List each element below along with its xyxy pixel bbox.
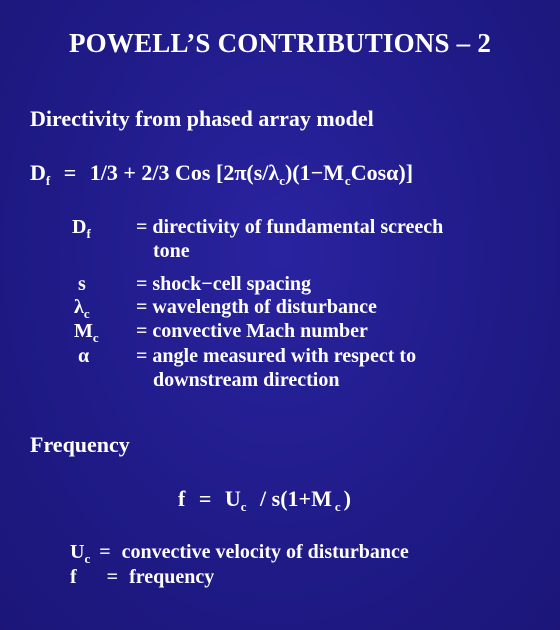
slide-title: POWELL’S CONTRIBUTIONS – 2	[68, 28, 492, 58]
directivity-heading: Directivity from phased array model	[30, 106, 374, 131]
freq-def-equals: =	[99, 541, 111, 563]
freq-def-uc	[70, 541, 409, 567]
freq-u: U	[224, 486, 241, 511]
def-symbol-sub: f	[86, 226, 91, 241]
freq-mid: / s(1+M	[260, 486, 332, 511]
def-symbol-alpha: α	[78, 345, 90, 367]
def-symbol-lambda	[74, 296, 90, 322]
eq-part1: 1/3 + 2/3 Cos [2π(s/λ	[89, 160, 280, 185]
freq-def-f	[70, 566, 214, 589]
def-desc-alpha-cont: downstream direction	[153, 369, 340, 391]
frequency-equation	[178, 486, 351, 515]
def-symbol-main: λ	[74, 296, 84, 318]
def-desc-lambda: = wavelength of disturbance	[136, 296, 377, 318]
frequency-heading: Frequency	[30, 432, 130, 457]
freq-def-subscript: c	[84, 551, 91, 566]
def-symbol-sub: c	[83, 306, 90, 321]
def-symbol-sub: c	[92, 330, 99, 345]
freq-end: )	[343, 486, 351, 511]
freq-def-desc: convective velocity of disturbance	[121, 541, 409, 563]
def-desc-df: = directivity of fundamental screech	[136, 216, 444, 238]
eq-lambda-subscript: c	[279, 173, 285, 188]
eq-part2: )(1−M	[284, 160, 344, 185]
freq-def-desc: frequency	[129, 566, 215, 588]
eq-m-subscript: c	[344, 173, 351, 188]
freq-def-symbol: f	[70, 566, 77, 588]
eq-part3: Cosα)]	[350, 160, 414, 185]
def-desc-s: = shock−cell spacing	[136, 273, 312, 295]
freq-def-equals: =	[106, 566, 119, 588]
eq-equals: =	[63, 160, 77, 185]
freq-def-symbol: U	[70, 541, 85, 563]
freq-u-subscript: c	[240, 499, 247, 514]
def-symbol-main: M	[74, 320, 93, 342]
def-symbol-s: s	[78, 273, 86, 295]
def-symbol-df	[72, 216, 91, 242]
freq-equals: =	[198, 486, 212, 511]
def-desc-mc: = convective Mach number	[136, 320, 368, 342]
directivity-equation	[30, 160, 413, 189]
eq-lhs-symbol: D	[30, 160, 46, 185]
def-symbol-main: D	[72, 216, 87, 238]
def-desc-alpha: = angle measured with respect to	[136, 345, 417, 367]
def-symbol-mc	[74, 320, 99, 346]
eq-lhs-subscript: f	[45, 173, 51, 188]
freq-m-subscript: c	[334, 499, 341, 514]
def-desc-df-cont: tone	[153, 240, 190, 262]
freq-lhs: f	[178, 486, 186, 511]
